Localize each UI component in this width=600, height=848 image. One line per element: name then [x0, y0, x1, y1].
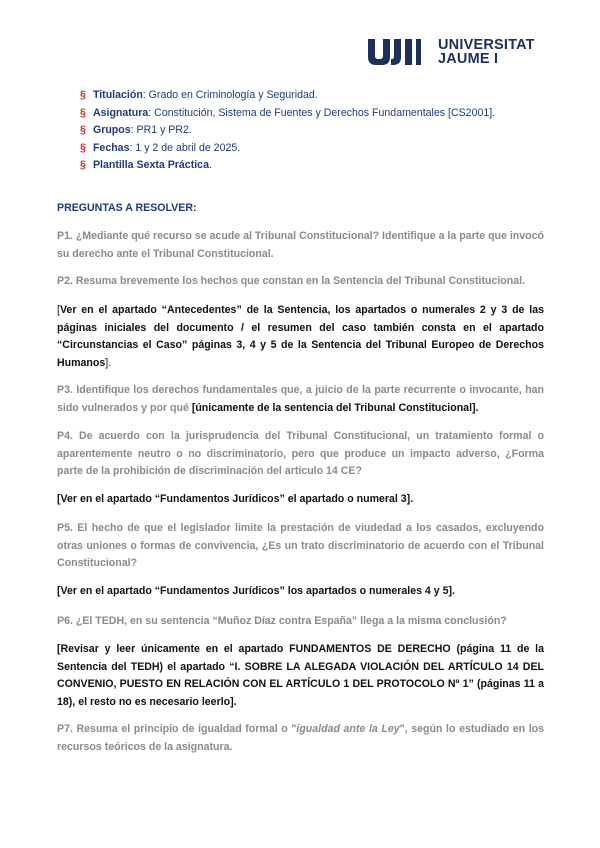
bracket-open: [ — [57, 304, 60, 316]
note-text: Ver en el apartado “Antecedentes” de la Sentencia, los apartados o numerales 2 y 3 de las páginas iniciales del documento / el resumen del caso también consta en el apartado “Circunstancias el Caso” páginas 3, 4 y 5 de la Sentencia del Tribunal Europeo de Derechos Humanos — [57, 304, 544, 369]
meta-key: Fechas — [92, 141, 130, 154]
italic-term: igualdad ante la Ley — [296, 723, 400, 735]
note-p6: [Revisar y leer únicamente en el apartado FUNDAMENTOS DE DERECHO (página 11 de la Sentencia del TEDH) el apartado “I. SOBRE LA ALEGADA VIOLACIÓN DEL ARTÍCULO 14 DEL CONVENIO, PUESTO EN RELACIÓN CON EL ARTÍCULO 1 DEL PROTOCOLO Nº 1” (páginas 11 a 18), el resto no es necesario leerlo]. — [57, 643, 544, 708]
list-item — [80, 87, 540, 105]
logo-wordmark — [438, 38, 535, 66]
question-p6: P6. ¿El TEDH, en su sentencia “Muñoz Díaz contra España” llega a la misma conclusión? — [57, 615, 507, 627]
meta-value: : Grado en Criminología y Seguridad. — [142, 89, 318, 101]
question-text: P3. Identifique los derechos fundamentales que, a juicio de la parte recurrente o invocante, han sido vulnerados y por qué — [57, 384, 544, 414]
note-p5: [Ver en el apartado “Fundamentos Jurídicos” los apartados o numerales 4 y 5]. — [57, 585, 455, 597]
logo-line-2: JAUME I — [438, 51, 499, 67]
logo-line-1: UNIVERSITAT — [438, 37, 535, 53]
meta-key: Titulación — [92, 89, 143, 101]
note-p2 — [57, 302, 544, 372]
bracket-close: ]. — [105, 356, 112, 369]
list-item — [80, 122, 540, 140]
list-item — [80, 105, 540, 123]
question-p3 — [57, 382, 544, 417]
note-p4: [Ver en el apartado “Fundamentos Jurídicos” el apartado o numeral 3]. — [57, 493, 414, 505]
section-bullet-icon: § — [80, 141, 86, 154]
section-title: PREGUNTAS A RESOLVER: — [57, 202, 197, 214]
course-info-list — [80, 87, 540, 175]
meta-key: Asignatura — [92, 106, 149, 119]
university-logo — [368, 38, 535, 66]
section-bullet-icon: § — [80, 106, 86, 119]
section-bullet-icon: § — [80, 89, 86, 101]
question-p7 — [57, 721, 544, 756]
question-p1: P1. ¿Mediante qué recurso se acude al Tribunal Constitucional? Identifique a la parte que invocó su derecho ante el Tribunal Constitucional. — [57, 230, 544, 260]
meta-value: : 1 y 2 de abril de 2025. — [129, 141, 241, 154]
question-p5: P5. El hecho de que el legislador limite la prestación de viudedad a los casados, excluyendo otras uniones o formas de convivencia, ¿Es un trato discriminatorio de acuerdo con el Tribunal Constitucional? — [57, 522, 544, 570]
list-item — [80, 157, 540, 175]
meta-value: : Constitución, Sistema de Fuentes y Derechos Fundamentales [CS2001]. — [148, 106, 496, 119]
question-text: P7. Resuma el principio de igualdad formal o " — [57, 723, 297, 735]
question-p4: P4. De acuerdo con la jurisprudencia del Tribunal Constitucional, un tratamiento formal o aparentemente neutro o no discriminatorio, pero que produce un impacto adverso, ¿Forma parte de la prohibición de discriminación del artículo 14 CE? — [57, 430, 544, 478]
meta-value: . — [208, 159, 212, 172]
question-text-end: ", según lo estudiado en los recursos teóricos de la asignatura. — [57, 723, 544, 753]
meta-key: Grupos — [92, 124, 131, 137]
section-bullet-icon: § — [80, 159, 86, 172]
section-bullet-icon: § — [80, 124, 86, 137]
list-item — [80, 140, 540, 158]
inline-note: [únicamente de la sentencia del Tribunal Constitucional]. — [191, 401, 479, 414]
meta-value: : PR1 y PR2. — [130, 124, 192, 137]
meta-key: Plantilla Sexta Práctica — [92, 159, 209, 172]
question-p2: P2. Resuma brevemente los hechos que constan en la Sentencia del Tribunal Constitucional. — [57, 275, 526, 287]
uji-logo-mark-icon — [368, 39, 432, 65]
